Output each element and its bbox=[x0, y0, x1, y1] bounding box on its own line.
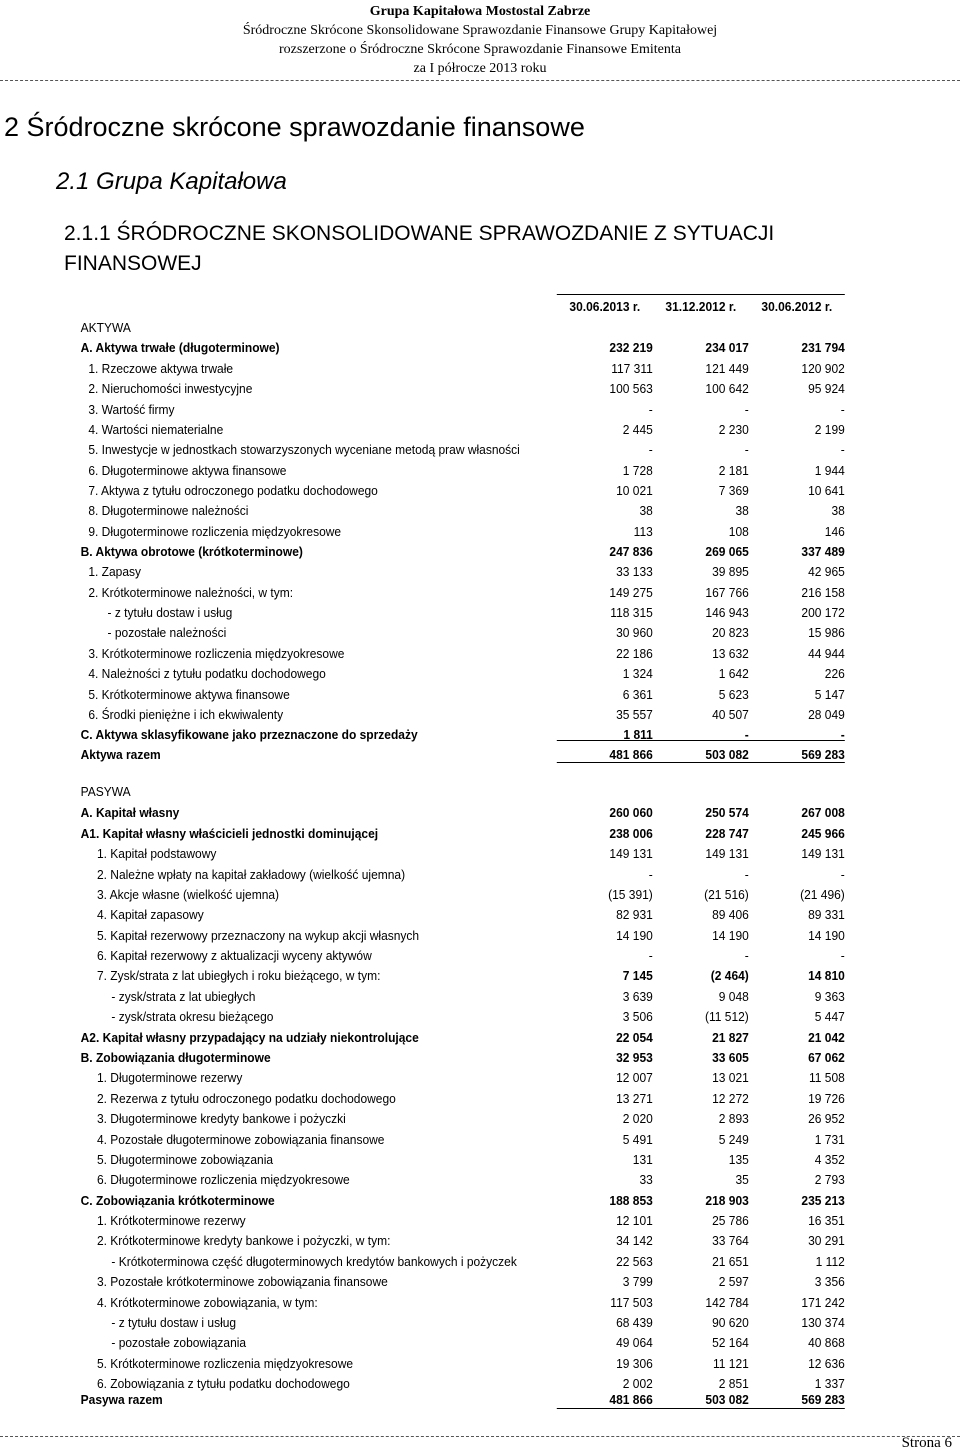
row-value-col2: 7 369 bbox=[718, 484, 749, 498]
row-value-col1: 7 145 bbox=[622, 969, 653, 983]
row-value-col3: 9 363 bbox=[814, 990, 845, 1004]
row-label: - z tytułu dostaw i usług bbox=[107, 606, 233, 620]
row-value-col1: 100 563 bbox=[609, 382, 653, 396]
row-value-col3: (21 496) bbox=[800, 888, 845, 902]
row-value-col1: 33 bbox=[639, 1173, 653, 1187]
row-value-col1: 35 557 bbox=[616, 708, 653, 722]
row-value-col3: 5 147 bbox=[814, 688, 845, 702]
footer-divider bbox=[0, 1436, 960, 1437]
row-value-col3: 5 447 bbox=[814, 1010, 845, 1024]
row-value-col2: 13 021 bbox=[712, 1071, 749, 1085]
row-value-col1: 12 101 bbox=[616, 1214, 653, 1228]
row-label: 4. Należności z tytułu podatku dochodowego bbox=[88, 667, 326, 681]
row-value-col1: 232 219 bbox=[609, 341, 653, 355]
header-company: Grupa Kapitałowa Mostostal Zabrze bbox=[369, 4, 591, 19]
row-value-col2: 13 632 bbox=[712, 647, 749, 661]
row-label: 3. Krótkoterminowe rozliczenia międzyokresowe bbox=[88, 647, 345, 661]
row-label: C. Zobowiązania krótkoterminowe bbox=[80, 1194, 275, 1208]
row-value-col3: 26 952 bbox=[808, 1112, 845, 1126]
row-label: 9. Długoterminowe rozliczenia międzyokresowe bbox=[88, 525, 342, 539]
row-label: 5. Długoterminowe zobowiązania bbox=[96, 1153, 274, 1167]
row-value-col3: 2 793 bbox=[814, 1173, 845, 1187]
row-value-col3: 16 351 bbox=[808, 1214, 845, 1228]
row-value-col1: 247 836 bbox=[609, 545, 653, 559]
row-value-col2: 89 406 bbox=[712, 908, 749, 922]
row-value-col3: 30 291 bbox=[808, 1234, 845, 1248]
row-value-col1: 33 133 bbox=[616, 565, 653, 579]
row-value-col3: 10 641 bbox=[808, 484, 845, 498]
row-value-col2: 2 851 bbox=[718, 1377, 749, 1391]
row-value-col1: 1 324 bbox=[622, 667, 653, 681]
row-value-col1: 12 007 bbox=[616, 1071, 653, 1085]
row-value-col3: 3 356 bbox=[814, 1275, 845, 1289]
row-value-col3: 569 283 bbox=[801, 748, 845, 762]
row-value-col1: 19 306 bbox=[616, 1357, 653, 1371]
row-value-col2: 503 082 bbox=[705, 1393, 749, 1407]
row-value-col2: 2 181 bbox=[718, 464, 749, 478]
row-value-col3: 44 944 bbox=[808, 647, 845, 661]
row-label: AKTYWA bbox=[80, 321, 131, 335]
subsection-heading: 2.1 Grupa Kapitałowa bbox=[56, 168, 287, 195]
row-value-col1: 2 002 bbox=[622, 1377, 653, 1391]
row-value-col3: 231 794 bbox=[801, 341, 845, 355]
row-label: 2. Krótkoterminowe kredyty bankowe i pożyczki, w tym: bbox=[96, 1234, 391, 1248]
row-value-col1: 22 563 bbox=[616, 1255, 653, 1269]
row-value-col3: 28 049 bbox=[808, 708, 845, 722]
row-value-col2: 1 642 bbox=[718, 667, 749, 681]
row-value-col1: 113 bbox=[633, 525, 653, 539]
row-value-col3: 569 283 bbox=[801, 1393, 845, 1407]
row-label: 6. Długoterminowe aktywa finansowe bbox=[88, 464, 287, 478]
column-header-2013-06: 30.06.2013 r. bbox=[569, 300, 641, 314]
row-value-col1: 3 639 bbox=[622, 990, 653, 1004]
row-label: 4. Kapitał zapasowy bbox=[96, 908, 204, 922]
row-value-col2: 5 623 bbox=[718, 688, 749, 702]
column-header-rule bbox=[557, 294, 845, 295]
row-value-col1: - bbox=[648, 443, 653, 457]
row-value-col3: 4 352 bbox=[814, 1153, 845, 1167]
row-value-col2: - bbox=[744, 949, 749, 963]
row-label: 8. Długoterminowe należności bbox=[88, 504, 249, 518]
row-value-col3: 21 042 bbox=[808, 1031, 845, 1045]
row-value-col2: 21 827 bbox=[712, 1031, 749, 1045]
row-value-col1: 260 060 bbox=[609, 806, 653, 820]
row-label: 2. Rezerwa z tytułu odroczonego podatku dochodowego bbox=[96, 1092, 396, 1106]
row-label: 4. Wartości niematerialne bbox=[88, 423, 224, 437]
row-label: B. Zobowiązania długoterminowe bbox=[80, 1051, 271, 1065]
row-value-col2: 121 449 bbox=[705, 362, 749, 376]
row-value-col3: 38 bbox=[831, 504, 845, 518]
row-value-col1: 13 271 bbox=[616, 1092, 653, 1106]
row-value-col2: 20 823 bbox=[712, 626, 749, 640]
row-value-col2: 228 747 bbox=[705, 827, 749, 841]
row-value-col1: 117 503 bbox=[610, 1296, 653, 1310]
row-value-col1: 49 064 bbox=[616, 1336, 653, 1350]
row-value-col2: 2 597 bbox=[718, 1275, 749, 1289]
row-value-col2: 218 903 bbox=[705, 1194, 749, 1208]
row-value-col1: 14 190 bbox=[616, 929, 653, 943]
row-value-col2: (2 464) bbox=[710, 969, 749, 983]
row-value-col3: 1 112 bbox=[815, 1255, 845, 1269]
row-label: 4. Pozostałe długoterminowe zobowiązania finansowe bbox=[96, 1133, 385, 1147]
row-value-col1: 38 bbox=[639, 504, 653, 518]
row-value-col3: - bbox=[840, 868, 845, 882]
page-number: Strona 6 bbox=[901, 1435, 952, 1451]
row-value-col1: 481 866 bbox=[609, 1393, 653, 1407]
row-value-col2: 12 272 bbox=[712, 1092, 749, 1106]
row-value-col3: 42 965 bbox=[808, 565, 845, 579]
row-value-col1: 188 853 bbox=[609, 1194, 653, 1208]
row-label: - zysk/strata z lat ubiegłych bbox=[111, 990, 256, 1004]
row-value-col1: 3 799 bbox=[622, 1275, 653, 1289]
row-value-col2: 149 131 bbox=[705, 847, 749, 861]
row-value-col2: 5 249 bbox=[718, 1133, 749, 1147]
row-value-col1: - bbox=[648, 949, 653, 963]
row-label: Aktywa razem bbox=[80, 748, 161, 762]
row-label: - Krótkoterminowa część długoterminowych kredytów bankowych i pożyczek bbox=[111, 1255, 517, 1269]
row-value-col3: 337 489 bbox=[801, 545, 845, 559]
row-value-col3: 146 bbox=[824, 525, 845, 539]
row-value-col3: 149 131 bbox=[801, 847, 845, 861]
row-value-col1: 5 491 bbox=[622, 1133, 653, 1147]
row-value-col2: 2 893 bbox=[718, 1112, 749, 1126]
row-value-col2: (11 512) bbox=[704, 1010, 749, 1024]
row-label: 6. Zobowiązania z tytułu podatku dochodowego bbox=[96, 1377, 350, 1391]
row-value-col2: 167 766 bbox=[705, 586, 749, 600]
row-label: 5. Krótkoterminowe aktywa finansowe bbox=[88, 688, 290, 702]
column-header-2012-12: 31.12.2012 r. bbox=[665, 300, 737, 314]
row-value-col2: 269 065 bbox=[705, 545, 749, 559]
row-value-col1: 22 186 bbox=[616, 647, 653, 661]
statement-heading: 2.1.1 ŚRÓDROCZNE SKONSOLIDOWANE SPRAWOZDANIE Z SYTUACJI FINANSOWEJ bbox=[64, 222, 775, 275]
row-label: PASYWA bbox=[80, 785, 131, 799]
row-value-col2: 135 bbox=[728, 1153, 749, 1167]
row-value-col2: 39 895 bbox=[712, 565, 749, 579]
row-value-col2: 90 620 bbox=[712, 1316, 749, 1330]
row-value-col2: - bbox=[744, 443, 749, 457]
row-value-col1: - bbox=[648, 403, 653, 417]
row-label: - zysk/strata okresu bieżącego bbox=[111, 1010, 274, 1024]
row-value-col2: 14 190 bbox=[712, 929, 749, 943]
row-value-col3: 235 213 bbox=[801, 1194, 845, 1208]
row-value-col1: 131 bbox=[632, 1153, 653, 1167]
row-label: 3. Wartość firmy bbox=[88, 403, 175, 417]
row-value-col1: (15 391) bbox=[608, 888, 653, 902]
row-value-col3: 245 966 bbox=[801, 827, 845, 841]
row-label: 4. Krótkoterminowe zobowiązania, w tym: bbox=[96, 1296, 318, 1310]
header-report-subtitle: rozszerzone o Śródroczne Skrócone Sprawozdanie Finansowe Emitenta bbox=[279, 42, 681, 57]
row-value-col1: 6 361 bbox=[622, 688, 653, 702]
row-value-col3: - bbox=[840, 403, 845, 417]
row-value-col2: 33 764 bbox=[712, 1234, 749, 1248]
row-value-col3: - bbox=[840, 728, 845, 742]
row-label: 2. Krótkoterminowe należności, w tym: bbox=[88, 586, 294, 600]
row-value-col1: 32 953 bbox=[616, 1051, 653, 1065]
row-value-col3: 171 242 bbox=[801, 1296, 845, 1310]
row-value-col1: 2 020 bbox=[622, 1112, 653, 1126]
row-label: 7. Aktywa z tytułu odroczonego podatku dochodowego bbox=[88, 484, 378, 498]
row-value-col3: 11 508 bbox=[808, 1071, 845, 1085]
row-value-col3: 200 172 bbox=[801, 606, 845, 620]
row-label: A2. Kapitał własny przypadający na udziały niekontrolujące bbox=[80, 1031, 419, 1045]
header-report-title: Śródroczne Skrócone Skonsolidowane Sprawozdanie Finansowe Grupy Kapitałowej bbox=[242, 23, 718, 38]
section-heading: 2 Śródroczne skrócone sprawozdanie finansowe bbox=[4, 112, 585, 142]
row-value-col1: 68 439 bbox=[616, 1316, 653, 1330]
row-value-col1: 22 054 bbox=[616, 1031, 653, 1045]
row-value-col2: 35 bbox=[735, 1173, 749, 1187]
row-label: 6. Kapitał rezerwowy z aktualizacji wyceny aktywów bbox=[96, 949, 372, 963]
total-liabilities-underline bbox=[557, 1408, 845, 1409]
row-value-col2: 234 017 bbox=[705, 341, 749, 355]
row-label: 1. Zapasy bbox=[88, 565, 142, 579]
row-label: 3. Akcje własne (wielkość ujemna) bbox=[96, 888, 280, 902]
row-label: 1. Długoterminowe rezerwy bbox=[96, 1071, 243, 1085]
row-value-col1: 2 445 bbox=[622, 423, 653, 437]
row-value-col3: 2 199 bbox=[814, 423, 845, 437]
row-value-col2: 25 786 bbox=[712, 1214, 749, 1228]
row-value-col3: 89 331 bbox=[808, 908, 845, 922]
row-value-col2: 9 048 bbox=[718, 990, 749, 1004]
row-value-col3: 120 902 bbox=[801, 362, 845, 376]
row-value-col3: 67 062 bbox=[808, 1051, 845, 1065]
row-label: - pozostałe należności bbox=[107, 626, 227, 640]
row-value-col1: 1 811 bbox=[623, 728, 653, 742]
row-label: - pozostałe zobowiązania bbox=[111, 1336, 247, 1350]
row-label: C. Aktywa sklasyfikowane jako przeznaczone do sprzedaży bbox=[80, 728, 418, 742]
header-period: za I półrocze 2013 roku bbox=[413, 61, 547, 76]
row-value-col2: 100 642 bbox=[705, 382, 749, 396]
row-value-col1: 481 866 bbox=[609, 748, 653, 762]
row-value-col1: 1 728 bbox=[622, 464, 653, 478]
row-label: 1. Kapitał podstawowy bbox=[96, 847, 217, 861]
row-value-col2: 108 bbox=[728, 525, 749, 539]
row-value-col3: 14 810 bbox=[808, 969, 845, 983]
row-label: A. Kapitał własny bbox=[80, 806, 180, 820]
row-value-col3: 40 868 bbox=[808, 1336, 845, 1350]
row-value-col3: 14 190 bbox=[808, 929, 845, 943]
row-label: A1. Kapitał własny właścicieli jednostki dominującej bbox=[80, 827, 379, 841]
row-label: 3. Pozostałe krótkoterminowe zobowiązania finansowe bbox=[96, 1275, 388, 1289]
row-value-col3: 216 158 bbox=[801, 586, 845, 600]
row-value-col3: - bbox=[840, 443, 845, 457]
row-label: 6. Długoterminowe rozliczenia międzyokresowe bbox=[96, 1173, 350, 1187]
row-value-col3: 1 337 bbox=[814, 1377, 845, 1391]
row-label: - z tytułu dostaw i usług bbox=[111, 1316, 237, 1330]
row-value-col2: 142 784 bbox=[705, 1296, 749, 1310]
row-value-col2: 21 651 bbox=[712, 1255, 749, 1269]
row-label: 5. Inwestycje w jednostkach stowarzyszonych wyceniane metodą praw własności bbox=[88, 443, 520, 457]
row-value-col1: 149 275 bbox=[609, 586, 653, 600]
row-value-col2: - bbox=[744, 728, 749, 742]
row-value-col1: 117 311 bbox=[611, 362, 653, 376]
row-label: 1. Krótkoterminowe rezerwy bbox=[96, 1214, 246, 1228]
row-label: 5. Kapitał rezerwowy przeznaczony na wykup akcji własnych bbox=[96, 929, 420, 943]
row-value-col1: 30 960 bbox=[616, 626, 653, 640]
row-value-col1: 118 315 bbox=[610, 606, 653, 620]
total-assets-rule bbox=[557, 740, 845, 741]
row-value-col1: 34 142 bbox=[616, 1234, 653, 1248]
row-value-col3: 1 944 bbox=[814, 464, 845, 478]
row-value-col1: 149 131 bbox=[609, 847, 653, 861]
row-value-col2: 11 121 bbox=[712, 1357, 749, 1371]
row-value-col3: 15 986 bbox=[808, 626, 845, 640]
row-value-col1: 10 021 bbox=[616, 484, 653, 498]
row-label: Pasywa razem bbox=[80, 1393, 163, 1407]
row-value-col3: 19 726 bbox=[808, 1092, 845, 1106]
row-value-col2: 503 082 bbox=[705, 748, 749, 762]
row-value-col3: 12 636 bbox=[808, 1357, 845, 1371]
row-label: 1. Rzeczowe aktywa trwałe bbox=[88, 362, 234, 376]
row-value-col2: - bbox=[744, 403, 749, 417]
row-value-col2: 40 507 bbox=[712, 708, 749, 722]
row-value-col1: 3 506 bbox=[622, 1010, 653, 1024]
row-value-col2: 38 bbox=[735, 504, 749, 518]
row-value-col3: 267 008 bbox=[801, 806, 845, 820]
row-value-col1: - bbox=[648, 868, 653, 882]
row-value-col2: 2 230 bbox=[718, 423, 749, 437]
row-value-col3: 226 bbox=[824, 667, 845, 681]
row-value-col2: 146 943 bbox=[705, 606, 749, 620]
row-value-col3: 95 924 bbox=[808, 382, 845, 396]
row-value-col3: - bbox=[840, 949, 845, 963]
row-label: 5. Krótkoterminowe rozliczenia międzyokresowe bbox=[96, 1357, 354, 1371]
row-value-col3: 130 374 bbox=[801, 1316, 845, 1330]
row-value-col2: 33 605 bbox=[712, 1051, 749, 1065]
row-value-col2: (21 516) bbox=[704, 888, 749, 902]
row-value-col2: - bbox=[744, 868, 749, 882]
row-label: 2. Nieruchomości inwestycyjne bbox=[88, 382, 253, 396]
row-value-col2: 250 574 bbox=[705, 806, 749, 820]
total-assets-underline bbox=[557, 762, 845, 763]
row-value-col3: 1 731 bbox=[814, 1133, 845, 1147]
row-label: 7. Zysk/strata z lat ubiegłych i roku bieżącego, w tym: bbox=[96, 969, 381, 983]
row-label: 6. Środki pieniężne i ich ekwiwalenty bbox=[88, 708, 284, 722]
row-label: 3. Długoterminowe kredyty bankowe i pożyczki bbox=[96, 1112, 346, 1126]
row-label: A. Aktywa trwałe (długoterminowe) bbox=[80, 341, 280, 355]
row-label: 2. Należne wpłaty na kapitał zakładowy (wielkość ujemna) bbox=[96, 868, 406, 882]
column-header-2012-06: 30.06.2012 r. bbox=[761, 300, 833, 314]
row-value-col1: 238 006 bbox=[609, 827, 653, 841]
row-label: B. Aktywa obrotowe (krótkoterminowe) bbox=[80, 545, 303, 559]
row-value-col1: 82 931 bbox=[616, 908, 653, 922]
row-value-col2: 52 164 bbox=[712, 1336, 749, 1350]
